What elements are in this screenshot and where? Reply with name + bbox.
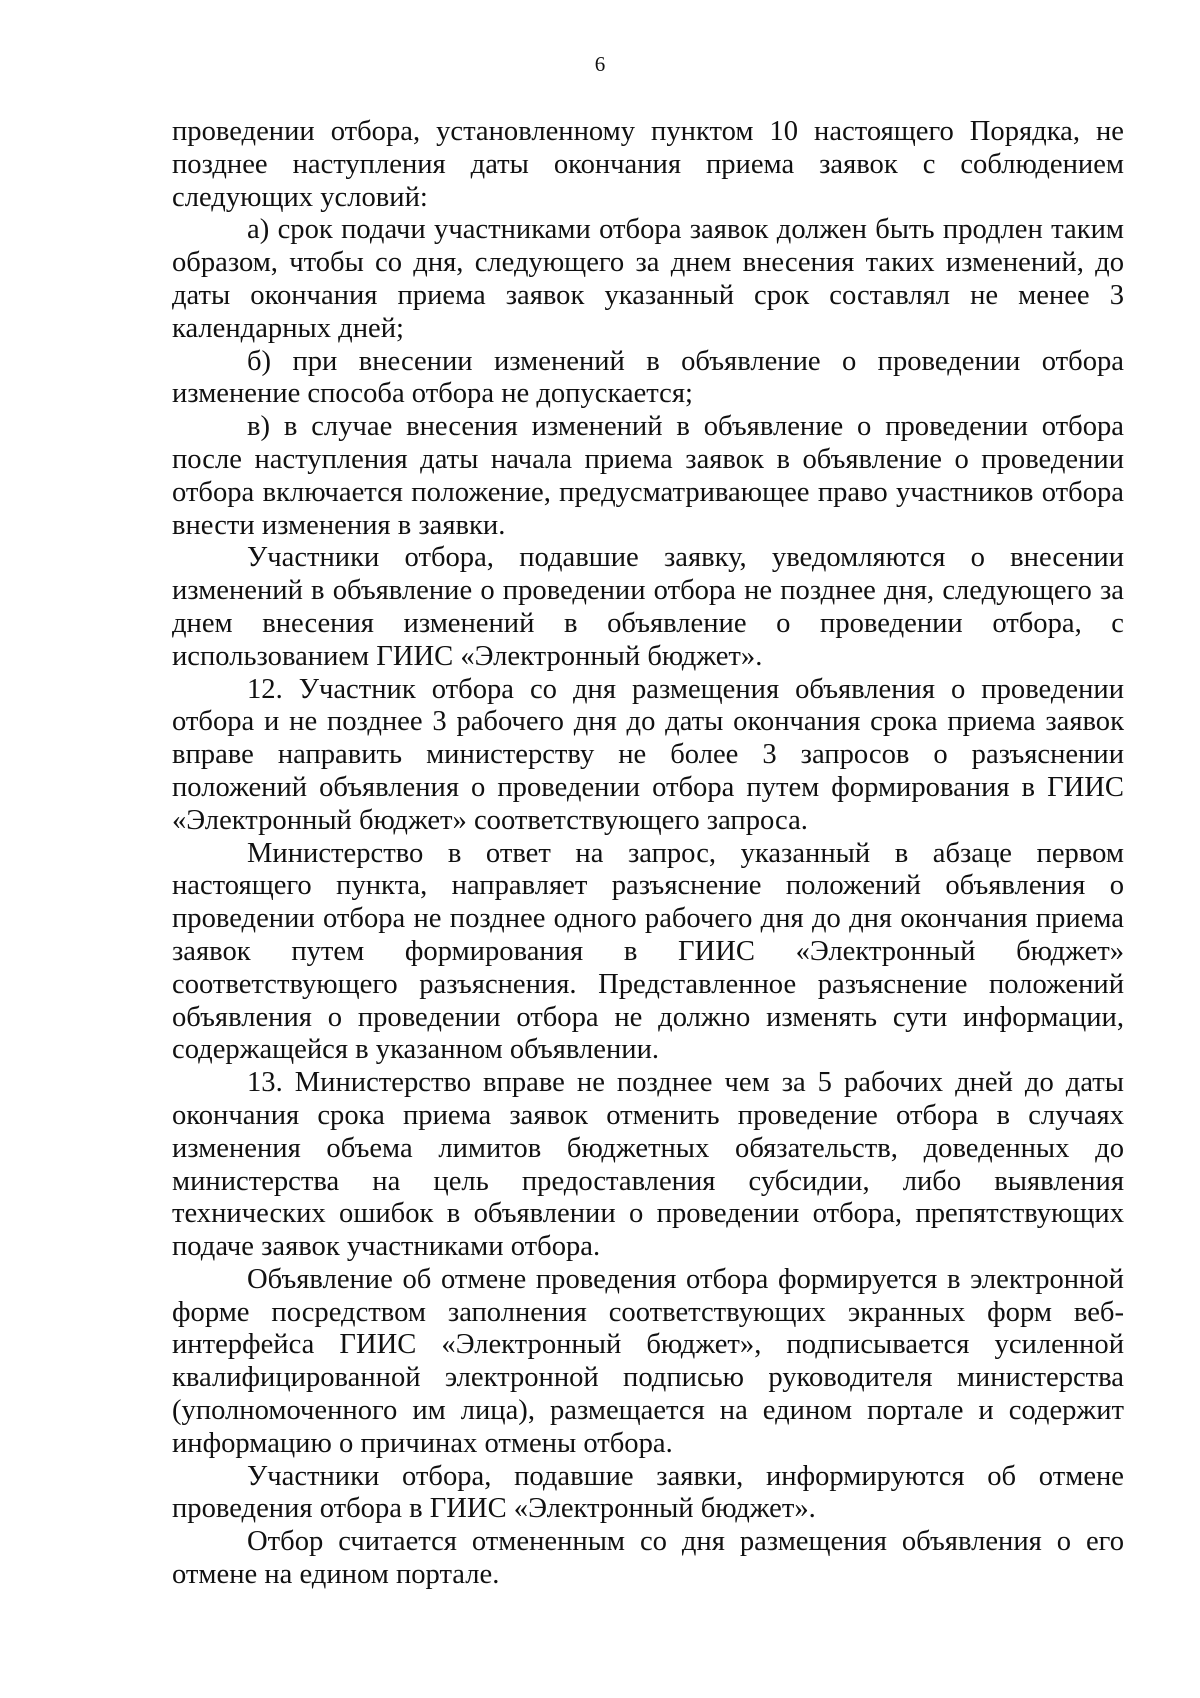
paragraph-item-v: в) в случае внесения изменений в объявление о проведении отбора после наступления даты начала приема заявок в объявление о проведении отбора включается положение, предусматривающее право участников отбора внести изменения в заявки. — [172, 411, 1124, 541]
paragraph-cancellation-notice: Объявление об отмене проведения отбора формируется в электронной форме посредством заполнения соответствующих экранных форм веб-интерфейса ГИИС «Электронный бюджет», подписывается усиленной квалифицированной электронной подписью руководителя министерства (уполномоченного им лица), размещается на едином портале и содержит информацию о причинах отмены отбора. — [172, 1263, 1124, 1459]
paragraph-item-a: а) срок подачи участниками отбора заявок должен быть продлен таким образом, чтобы со дня, следующего за днем внесения таких изменений, до даты окончания приема заявок указанный срок составлял не менее 3 календарных дней; — [172, 214, 1124, 344]
paragraph-continuation: проведении отбора, установленному пунктом 10 настоящего Порядка, не позднее наступления даты окончания приема заявок с соблюдением следующих условий: — [172, 116, 1124, 213]
paragraph-clause-12: 12. Участник отбора со дня размещения объявления о проведении отбора и не позднее 3 рабочего дня до даты окончания срока приема заявок вправе направить министерству не более 3 запросов о разъяснении положений объявления о проведении отбора путем формирования в ГИИС «Электронный бюджет» соответствующего запроса. — [172, 673, 1124, 836]
page-number: 6 — [594, 52, 606, 76]
paragraph-participants-informed: Участники отбора, подавшие заявки, информируются об отмене проведения отбора в ГИИС «Электронный бюджет». — [172, 1460, 1124, 1525]
document-body — [172, 116, 1124, 1592]
paragraph-ministry-response: Министерство в ответ на запрос, указанный в абзаце первом настоящего пункта, направляет разъяснение положений объявления о проведении отбора не позднее одного рабочего дня до дня окончания приема заявок путем формирования в ГИИС «Электронный бюджет» соответствующего разъяснения. Представленное разъяснение положений объявления о проведении отбора не должно изменять сути информации, содержащейся в указанном объявлении. — [172, 837, 1124, 1066]
paragraph-clause-13: 13. Министерство вправе не позднее чем за 5 рабочих дней до даты окончания срока приема заявок отменить проведение отбора в случаях изменения объема лимитов бюджетных обязательств, доведенных до министерства на цель предоставления субсидии, либо выявления технических ошибок в объявлении о проведении отбора, препятствующих подаче заявок участниками отбора. — [172, 1067, 1124, 1263]
paragraph-item-b: б) при внесении изменений в объявление о проведении отбора изменение способа отбора не допускается; — [172, 345, 1124, 410]
paragraph-selection-cancelled: Отбор считается отмененным со дня размещения объявления о его отмене на едином портале. — [172, 1526, 1124, 1591]
paragraph-participants-notified: Участники отбора, подавшие заявку, уведомляются о внесении изменений в объявление о проведении отбора не позднее дня, следующего за днем внесения изменений в объявление о проведении отбора, с использованием ГИИС «Электронный бюджет». — [172, 542, 1124, 672]
